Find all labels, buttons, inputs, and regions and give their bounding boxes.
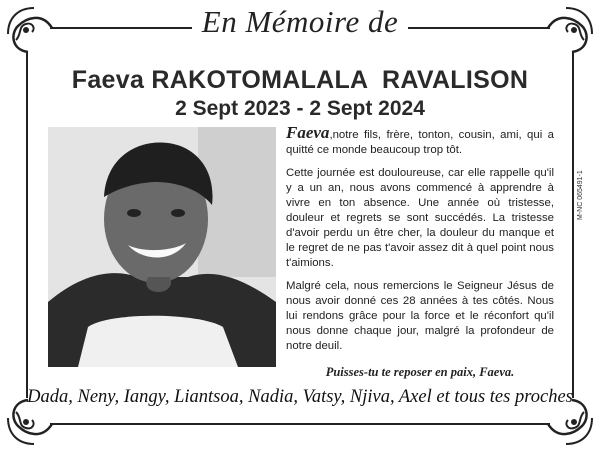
message-paragraph-3: Malgré cela, nous remercions le Seigneur Jésus de nous avoir donné ces 28 années à tes côtés. Nous lui rendons grâce pour la force et le réconfort qu'il nous donne chaque jour, malgré la profondeur de notre deuil.	[286, 280, 554, 352]
header-title: En Mémoire de	[192, 4, 408, 39]
deceased-name: Faeva RAKOTOMALALA RAVALISON	[71, 66, 529, 94]
first-name: Faeva	[286, 123, 330, 142]
portrait-illustration	[48, 127, 276, 367]
closing-line: Puisses-tu te reposer en paix, Faeva.	[325, 365, 515, 379]
signatories: Dada, Neny, Iangy, Liantsoa, Nadia, Vatsy, Njiva, Axel et tous tes proches	[27, 387, 573, 407]
message-body	[286, 125, 554, 362]
frame-bottom-line	[50, 423, 550, 425]
reference-code: M-NC 065491-1	[577, 170, 584, 220]
intro-text: ,notre fils, frère, tonton, cousin, ami, qui a quitté ce monde beaucoup trop tôt.	[286, 129, 554, 156]
header	[0, 4, 600, 40]
message-paragraph-2: Cette journée est douloureuse, car elle rappelle qu'il y a un an, nous avons commencé à apprendre à vivre en ton absence. Une année où tristesse, douleur et regrets se sont succédés. La tristesse d'avoir perdu un être cher, la douleur du manque et le regret de ne pas t'avoir assez dit à quel point nous t'aimions.	[286, 167, 554, 269]
portrait-photo	[48, 127, 276, 367]
memorial-dates: 2 Sept 2023 - 2 Sept 2024	[175, 97, 425, 120]
message-intro	[286, 125, 554, 158]
